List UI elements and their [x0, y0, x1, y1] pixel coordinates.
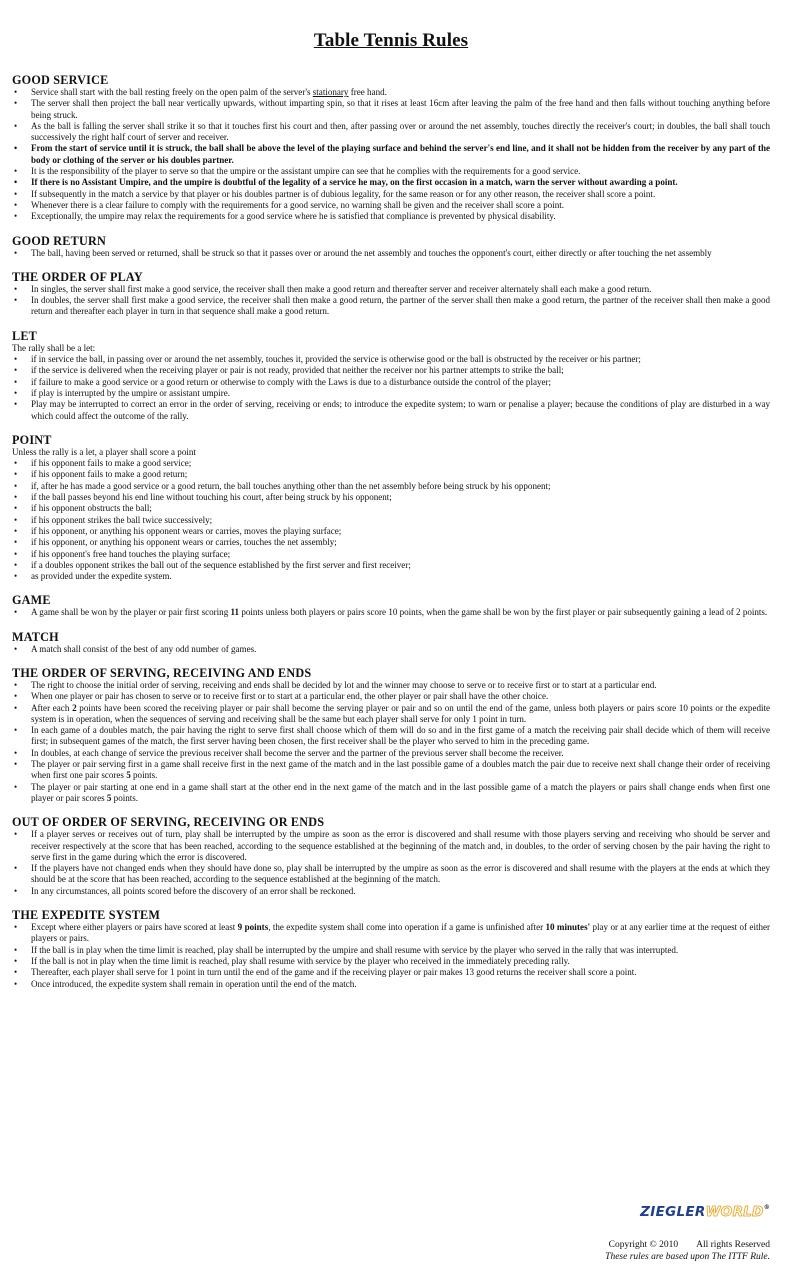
section-good-return — [12, 235, 770, 259]
rule-item: • In singles, the server shall first make a good service, the receiver shall then make a good return and thereafter server and receiver alternately shall each make a good return. — [12, 284, 770, 295]
rule-item: • Thereafter, each player shall serve for 1 point in turn until the end of the game and if the receiving player or pair makes 13 good returns the receiver shall score a point. — [12, 967, 770, 978]
footer — [530, 1203, 770, 1263]
rule-list — [12, 87, 770, 223]
section-let — [12, 330, 770, 422]
rule-list — [12, 680, 770, 804]
section-out-of-order — [12, 816, 770, 897]
section-match — [12, 631, 770, 655]
rule-item: • If subsequently in the match a service by that player or his doubles partner is of dubious legality, for the same reason or for any other reason, the receiver shall score a point. — [12, 189, 770, 200]
rule-item: • In doubles, the server shall first make a good service, the receiver shall then make a good return, the partner of the server shall then make a good return, the partner of the receiver shall then make a good return and thereafter each player in turn in that sequence shall make a good return. — [12, 295, 770, 318]
section-heading: GOOD RETURN — [12, 233, 106, 248]
rule-item: • In each game of a doubles match, the pair having the right to serve first shall choose which of them will do so and in the first game of a match the receiving pair shall decide which of them will receive first; in subsequent games of the match, the first server having been chosen, the first receiver shall be the player who served to him in the preceding game. — [12, 725, 770, 748]
section-expedite-system — [12, 909, 770, 990]
rule-item: • Once introduced, the expedite system shall remain in operation until the end of the match. — [12, 979, 770, 990]
rule-item: • if the ball passes beyond his end line without touching his court, after being struck by his opponent; — [12, 492, 770, 503]
section-intro: Unless the rally is a let, a player shall score a point — [12, 446, 196, 457]
section-game — [12, 594, 770, 618]
rule-list — [12, 284, 770, 318]
section-heading: MATCH — [12, 629, 59, 644]
rule-item: • Except where either players or pairs have scored at least 9 points, the expedite system shall come into operation if a game is unfinished after 10 minutes' play or at any earlier time at the request of either players or pairs. — [12, 922, 770, 945]
section-good-service — [12, 74, 770, 223]
section-intro: The rally shall be a let: — [12, 342, 96, 353]
rule-item: • A game shall be won by the player or pair first scoring 11 points unless both players or pairs score 10 points, when the game shall be won by the first player or pair subsequently gaining a lead of 2 points. — [12, 607, 770, 618]
section-heading: GOOD SERVICE — [12, 73, 109, 87]
rule-item: • The player or pair starting at one end in a game shall start at the other end in the next game of the match and in the last possible game of a match the players or pairs shall change ends when first one player or pair scores 5 points. — [12, 782, 770, 805]
rule-item: • From the start of service until it is struck, the ball shall be above the level of the playing surface and behind the server's end line, and it shall not be hidden from the receiver by any part of the body or clothing of the server or his doubles partner. — [12, 143, 770, 166]
rule-item: • If the players have not changed ends when they should have done so, play shall be interrupted by the umpire as soon as the error is discovered and shall resume with the players at the ends at which they should be at the score that has been reached, according to the sequence established at the beginning of the match. — [12, 863, 770, 886]
section-heading: LET — [12, 328, 37, 343]
rule-item: • In any circumstances, all points scored before the discovery of an error shall be reckoned. — [12, 886, 770, 897]
rule-item: • Service shall start with the ball resting freely on the open palm of the server's stationary free hand. — [12, 87, 770, 98]
rule-list — [12, 248, 770, 259]
rule-item: • As the ball is falling the server shall strike it so that it touches first his court and then, after passing over or around the net assembly, touches directly the receiver's court; in doubles, the ball shall touch successively the right half court of server and receiver. — [12, 121, 770, 144]
rule-list — [12, 458, 770, 582]
rule-list — [12, 607, 770, 618]
copyright-line — [530, 1239, 770, 1251]
rule-item: • if a doubles opponent strikes the ball out of the sequence established by the first server and first receiver; — [12, 560, 770, 571]
section-heading: THE ORDER OF PLAY — [12, 269, 143, 284]
rules-document — [12, 30, 770, 1002]
rights-text: All rights Reserved — [696, 1240, 770, 1250]
section-order-of-serving — [12, 667, 770, 804]
rule-item: • The ball, having been served or returned, shall be struck so that it passes over or around the net assembly and touches the opponent's court, either directly or after touching the net assembly — [12, 248, 770, 259]
rule-item: • if failure to make a good service or a good return or otherwise to comply with the Laws is due to a disturbance outside the control of the player; — [12, 377, 770, 388]
rule-item: • In doubles, at each change of service the previous receiver shall become the server and the partner of the previous server shall become the receiver. — [12, 748, 770, 759]
section-heading: OUT OF ORDER OF SERVING, RECEIVING OR ENDS — [12, 815, 325, 830]
rule-item: • If the ball is in play when the time limit is reached, play shall be interrupted by the umpire and shall resume with service by the player who served in the rally that was interrupted. — [12, 945, 770, 956]
rule-item: • When one player or pair has chosen to serve or to receive first or to start at a particular end, the other player or pair shall have the other choice. — [12, 691, 770, 702]
section-heading: GAME — [12, 593, 51, 608]
rule-item: • It is the responsibility of the player to serve so that the umpire or the assistant umpire can see that he complies with the requirements for a good service. — [12, 166, 770, 177]
rule-item: • Exceptionally, the umpire may relax the requirements for a good service where he is satisfied that compliance is prevented by physical disability. — [12, 211, 770, 222]
section-point — [12, 434, 770, 583]
section-heading: POINT — [12, 432, 52, 447]
rule-item: • if his opponent fails to make a good service; — [12, 458, 770, 469]
rule-item: • as provided under the expedite system. — [12, 571, 770, 582]
rule-item: • If a player serves or receives out of turn, play shall be interrupted by the umpire as soon as the error is discovered and shall resume with those players serving and receiving who should be server and receiver respectively at the score that has been reached, according to the sequence established at the beginning of the match and, in doubles, to the order of serving chosen by the pair having the right to serve first in the game during which the error is discovered. — [12, 829, 770, 863]
rule-item: • Whenever there is a clear failure to comply with the requirements for a good service, no warning shall be given and the receiver shall score a point. — [12, 200, 770, 211]
page-title: Table Tennis Rules — [313, 30, 469, 51]
section-heading: THE ORDER OF SERVING, RECEIVING AND ENDS — [12, 665, 312, 680]
zieglerworld-logo: ZIEGLERWORLD® — [640, 1204, 770, 1220]
rule-item: • After each 2 points have been scored the receiving player or pair shall become the serving player or pair and so on until the end of the game, unless both players or pairs score 10 points or the expedite system is in operation, when the sequences of serving and receiving shall be the same but each player shall serve for only 1 point in turn. — [12, 703, 770, 726]
rule-item: • Play may be interrupted to correct an error in the order of serving, receiving or ends; to introduce the expedite system; to warn or penalise a player; because the conditions of play are disturbed in a way which could affect the outcome of the rally. — [12, 399, 770, 422]
rule-item: • if his opponent fails to make a good return; — [12, 469, 770, 480]
rule-item: • The right to choose the initial order of serving, receiving and ends shall be decided by lot and the winner may choose to serve or to receive first or to start at a particular end. — [12, 680, 770, 691]
rule-list — [12, 354, 770, 422]
rule-item: • A match shall consist of the best of any odd number of games. — [12, 644, 770, 655]
rule-item: • if his opponent, or anything his opponent wears or carries, touches the net assembly; — [12, 537, 770, 548]
rule-item: • if in service the ball, in passing over or around the net assembly, touches it, provided the service is otherwise good or the ball is obstructed by the receiver or his partner; — [12, 354, 770, 365]
rule-item: • if his opponent, or anything his opponent wears or carries, moves the playing surface; — [12, 526, 770, 537]
rule-item: • if, after he has made a good service or a good return, the ball touches anything other than the net assembly before being struck by his opponent; — [12, 481, 770, 492]
section-order-of-play — [12, 271, 770, 318]
copyright-text: Copyright © 2010 — [608, 1240, 679, 1250]
rule-list — [12, 829, 770, 897]
rule-item: • If there is no Assistant Umpire, and the umpire is doubtful of the legality of a service he may, on the first occasion in a match, warn the server without awarding a point. — [12, 177, 770, 188]
rule-item: • The server shall then project the ball near vertically upwards, without imparting spin, so that it rises at least 16cm after leaving the palm of the free hand and then falls without touching anything before being struck. — [12, 98, 770, 121]
rule-list — [12, 922, 770, 990]
rule-item: • if the service is delivered when the receiving player or pair is not ready, provided that neither the receiver nor his partner attempts to strike the ball; — [12, 365, 770, 376]
ittf-note: These rules are based upon The ITTF Rule. — [605, 1252, 770, 1262]
rule-item: • if his opponent strikes the ball twice successively; — [12, 515, 770, 526]
section-heading: THE EXPEDITE SYSTEM — [12, 908, 161, 923]
rule-item: • if his opponent's free hand touches the playing surface; — [12, 549, 770, 560]
rule-item: • If the ball is not in play when the time limit is reached, play shall resume with service by the player who received in the immediately preceding rally. — [12, 956, 770, 967]
rule-item: • if play is interrupted by the umpire or assistant umpire. — [12, 388, 770, 399]
rule-item: • if his opponent obstructs the ball; — [12, 503, 770, 514]
rule-list — [12, 644, 770, 655]
rule-item: • The player or pair serving first in a game shall receive first in the next game of the match and in the last possible game of a doubles match the pair due to receive next shall change their order of receiving when first one pair scores 5 points. — [12, 759, 770, 782]
